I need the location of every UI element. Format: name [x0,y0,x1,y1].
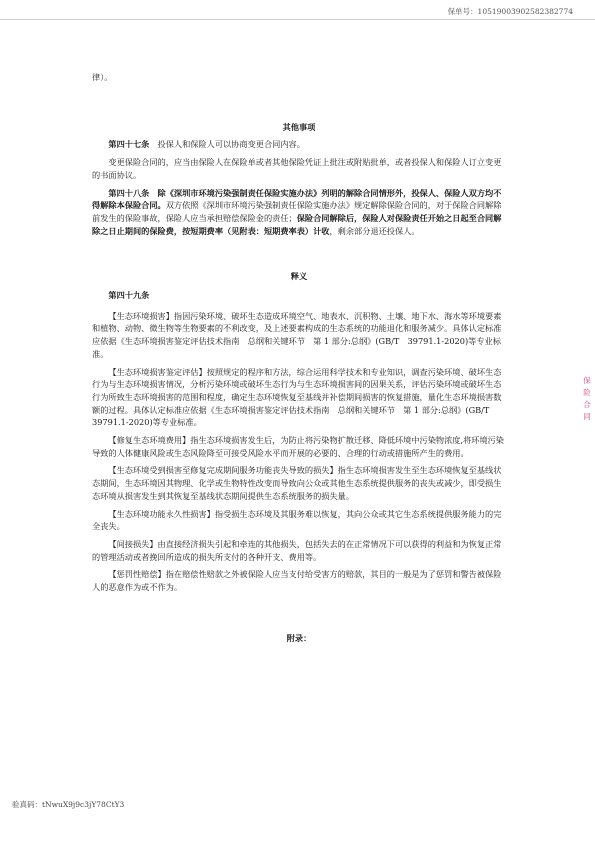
section-heading-other-matters: 其他事项 [282,121,316,132]
document-body [92,71,506,645]
section-heading-appendix: 附录： [286,632,312,643]
definition-restoration-cost: 【修复生态环境费用】指生态环境损害发生后，为防止将污染物扩散迁移、降低环境中污染物浓度,将环境污染导致的人体健康风险或生态风险降至可接受风险水平而开展的必要的、合理的行动或措施所产生的费用。 [92,435,504,458]
definition-eco-damage: 【生态环境损害】指因污染环境、破坏生态造成环境空气、地表水、沉积物、土壤、地下水、海水等环境要素和植物、动物、微生物等生物要素的不利改变，及上述要素构成的生态系统的功能退化和服务减少。具体认定标准应依据《生态环境损害鉴定评估技术指南 总纲和关键环节 第 1 部分:总纲》(GB/T 39791.1-2020)等专业标准。 [92,310,502,359]
article-48 [92,187,506,238]
article-47-text: 投保人和保险人可以协商变更合同内容。 [149,139,305,150]
section-heading-definitions: 释义 [290,271,308,282]
article-48-text-1: 双方依照《深圳市环境污染强制责任保险实施办法》规定解除保险合同的，对于保险合同解除前发生的保险事故，保险人应当承担赔偿保险金的责任； [92,200,502,223]
article-48-text-2: ，剩余部分退还投保人。 [329,225,420,236]
definition-punitive-damages: 【惩罚性赔偿】指在赔偿性赔款之外被保险人应当支付给受害方的赔款，其目的一般是为了惩罚和警告被保险人的恶意作为或不作为。 [92,569,502,593]
article-47-title: 第四十七条 [108,139,150,150]
seal-stamp: 保 险 合 同 [583,376,591,421]
article-48-bold-2: 保险合同解除后，保险人对保险责任开始之日起至合同解除之日止期间的保险费，按短期费率（见附表：短期费率表）计收 [92,212,502,236]
definition-indirect-loss: 【间接损失】由直接经济损失引起和牵连的其他损失，包括失去的在正常情况下可以获得的利益和为恢复正常的管理活动或者挽回所造成的损失所支付的各种开支、费用等。 [92,538,502,562]
verification-code: 验真码：tNwuX9j9c3jY78CtY3 [12,800,125,809]
definition-permanent-damage: 【生态环境功能永久性损害】指受损生态环境及其服务难以恢复，其向公众或其它生态系统提供服务能力的完全丧失。 [92,508,502,532]
continued-text: 律）。 [92,72,113,82]
article-47-paragraph-2: 变更保险合同的，应当由保险人在保险单或者其他保险凭证上批注或附贴批单，或者投保人和保险人订立变更的书面协议。 [92,157,502,180]
definition-service-loss: 【生态环境受到损害至修复完成期间服务功能丧失导致的损失】指生态环境损害发生至生态环境恢复至基线状态期间，生态环境因其物理、化学或生物特性改变而导致向公众或其他生态系统提供服务的丧失或减少，即受损生态环境从损害发生到其恢复至基线状态期间提供生态系统服务的损失量。 [92,465,502,501]
definition-damage-assessment: 【生态环境损害鉴定评估】按照规定的程序和方法，综合运用科学技术和专业知识，调查污染环境、破坏生态行为与生态环境损害情况，分析污染环境或破坏生态行为与生态环境损害间的因果关系，评估污染环境或破坏生态行为所致生态环境损害的范围和程度，确定生态环境恢复至基线并补偿期间损害的恢复措施，量化生态环境损害数额的过程。具体认定标准应依据《生态环境损害鉴定评估技术指南 总纲和关键环节 第 1 部分:总纲》(GB/T 39791.1-2020)等专业标准。 [92,366,502,428]
policy-number: 保单号：10519003902582382774 [447,7,573,16]
article-48-title: 第四十八条 [108,187,150,198]
article-48-bold-1: 除《深圳市环境污染强制责任保险实施办法》列明的解除合同情形外，投保人、保险人双方均不得解除本保险合同。 [92,187,502,211]
header-divider [0,19,595,20]
article-49-title: 第四十九条 [108,290,150,301]
article-47 [92,138,506,151]
